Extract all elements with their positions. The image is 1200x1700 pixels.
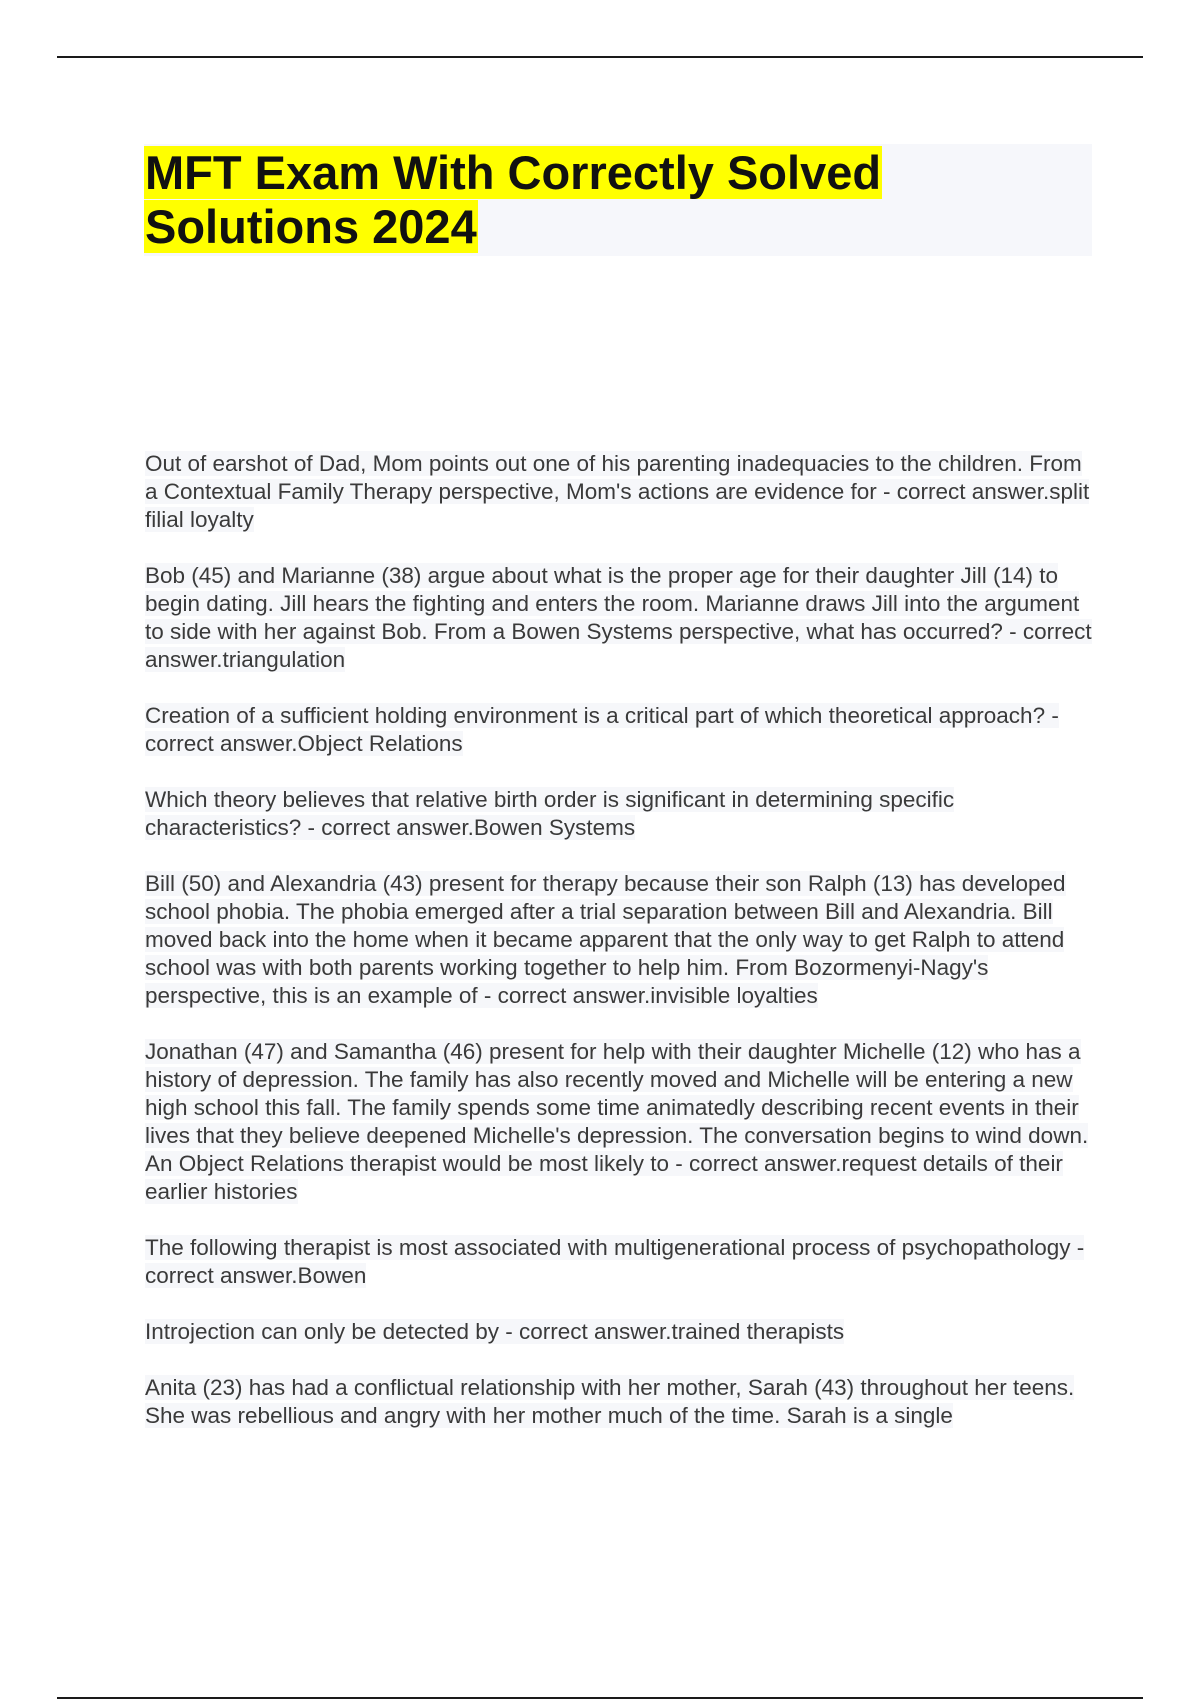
qa-item <box>145 1038 1095 1206</box>
qa-item <box>145 450 1095 534</box>
title-block <box>144 144 1092 256</box>
qa-item <box>145 1234 1095 1290</box>
document-title <box>144 144 1092 254</box>
qa-item-text: Bob (45) and Marianne (38) argue about what is the proper age for their daughter Jill (14) to begin dating. Jill hears the fighting and enters the room. Marianne draws Jill into the argument to side with her against Bob. From a Bowen Systems perspective, what has occurred? - correct answer.triangulation <box>145 563 1092 672</box>
qa-item-text: Jonathan (47) and Samantha (46) present for help with their daughter Michelle (12) who has a history of depression. The family has also recently moved and Michelle will be entering a new high school this fall. The family spends some time animatedly describing recent events in their lives that they believe deepened Michelle's depression. The conversation begins to wind down. An Object Relations therapist would be most likely to - correct answer.request details of their earlier histories <box>145 1039 1089 1204</box>
qa-item-text: The following therapist is most associated with multigenerational process of psychopathology - correct answer.Bowen <box>145 1235 1085 1288</box>
qa-item-text: Bill (50) and Alexandria (43) present for therapy because their son Ralph (13) has developed school phobia. The phobia emerged after a trial separation between Bill and Alexandria. Bill moved back into the home when it became apparent that the only way to get Ralph to attend school was with both parents working together to help him. From Bozormenyi-Nagy's perspective, this is an example of - correct answer.invisible loyalties <box>145 871 1066 1008</box>
qa-item <box>145 870 1095 1010</box>
qa-item-text: Which theory believes that relative birth order is significant in determining specific characteristics? - correct answer.Bowen Systems <box>145 787 955 840</box>
qa-item <box>145 1374 1095 1430</box>
qa-item <box>145 562 1095 674</box>
qa-item-text: Introjection can only be detected by - correct answer.trained therapists <box>145 1319 845 1344</box>
qa-item-text: Anita (23) has had a conflictual relationship with her mother, Sarah (43) throughout her teens. She was rebellious and angry with her mother much of the time. Sarah is a single <box>145 1375 1075 1428</box>
bottom-rule <box>57 1697 1143 1699</box>
top-rule <box>57 56 1143 58</box>
qa-list <box>145 450 1095 1458</box>
qa-item-text: Out of earshot of Dad, Mom points out one of his parenting inadequacies to the children. From a Contextual Family Therapy perspective, Mom's actions are evidence for - correct answer.split filial loyalty <box>145 451 1090 532</box>
qa-item <box>145 786 1095 842</box>
title-highlight: MFT Exam With Correctly Solved Solutions 2024 <box>145 146 882 253</box>
qa-item-text: Creation of a sufficient holding environment is a critical part of which theoretical approach? - correct answer.Object Relations <box>145 703 1059 756</box>
qa-item <box>145 1318 1095 1346</box>
qa-item <box>145 702 1095 758</box>
